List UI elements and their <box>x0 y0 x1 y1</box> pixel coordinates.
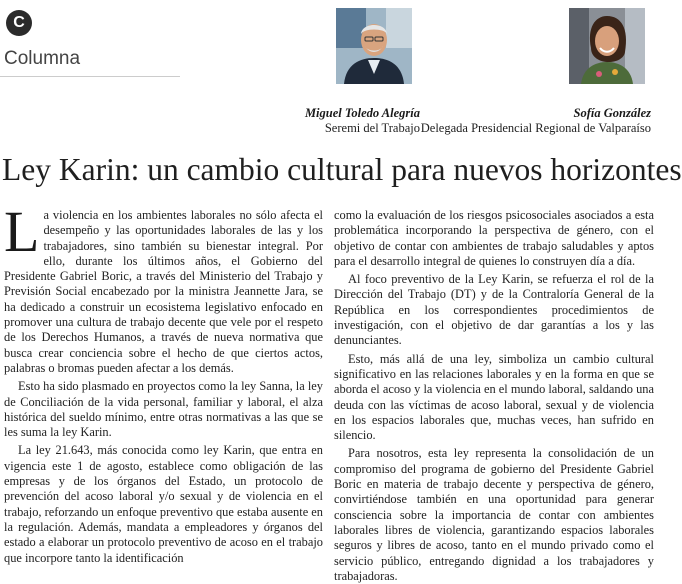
portrait-man-icon <box>336 8 412 84</box>
paragraph-1-text: a violencia en los ambientes laborales no sólo afecta el desempeño y las oportunidades laborales de las y los trabajadores, sino también su bienestar integral. Por ello, durante los últimos años, el Gobierno del Presidente Gabriel Boric, a través del Ministerio del Trabajo y Previsión Social encabezado por la ministra Jeannette Jara, se ha dedicado a construir un ecosistema legislativo enfocado en promover una cultura de trabajo decente que vele por el respeto de los Derechos Humanos, a través de nueva normativa que busca crear conciencia sobre el hecho de que ciertos actos, palabras o bromas pueden afectar a los demás. <box>4 208 323 375</box>
paragraph-3: La ley 21.643, más conocida como ley Karin, que entra en vigencia este 1 de agosto, establece como obligación de las empresas y de los órganos del Estado, un protocolo de prevención del acoso laboral y/o sexual y de violencia en el trabajo, reforzando un enfoque preventivo que estaba ausente en la regulación. Además, mandata a empleadores y órganos del estado a elaborar un protocolo preventivo de acoso en el trabajo que incorpore tanto la identificación <box>4 443 323 565</box>
article-column-1 <box>4 199 323 565</box>
author-2-name: Sofía González <box>573 106 651 120</box>
section-divider <box>0 76 180 77</box>
paragraph-4: como la evaluación de los riesgos psicosociales asociados a esta problemática incorporando la perspectiva de género, con el objetivo de contar con ambientes de trabajo saludables y aptos para el desarrollo integral de quienes lo construyen día a día. <box>334 208 654 268</box>
paragraph-2: Esto ha sido plasmado en proyectos como la ley Sanna, la ley de Conciliación de la vida personal, familiar y laboral, el alza histórica del sueldo mínimo, entre otras normativas a las que se les suma la ley Karin. <box>4 379 323 440</box>
article-title: Ley Karin: un cambio cultural para nuevos horizontes <box>2 152 682 187</box>
section-badge: C <box>6 10 32 36</box>
author-1-role: Seremi del Trabajo <box>324 121 420 135</box>
paragraph-1 <box>4 199 323 376</box>
paragraph-6: Esto, más allá de una ley, simboliza un cambio cultural significativo en las relaciones laborales y en la forma en que se aborda el acoso y la violencia en el mundo laboral, saldando una deuda con las víctimas de acoso laboral, sexual y de violencia en los espacios laborales que, muchas veces, han sufrido en silencio. <box>334 351 654 443</box>
portrait-woman-icon <box>569 8 645 84</box>
author-2-role: Delegada Presidencial Regional de Valparaíso <box>420 121 651 135</box>
paragraph-5: Al foco preventivo de la Ley Karin, se refuerza el rol de la Dirección del Trabajo (DT) y de la Contraloría General de la República en los correspondientes procedimientos de investigación, con el objetivo de dar garantías a los y las denunciantes. <box>334 272 654 348</box>
section-label: Columna <box>4 48 81 69</box>
author-2-byline <box>421 106 651 136</box>
paragraph-7: Para nosotros, esta ley representa la consolidación de un compromiso del programa de gobierno del Presidente Gabriel Boric en materia de trabajo decente y perspectiva de género, convirtiéndose también en una oportunidad para generar consciencia sobre la importancia de contar con ambientes laborales libres de violencia, garantizando espacios laborales seguros y libres de acoso, tanto en el mundo privado como el servicio público, entregando dignidad a los trabajadores y trabajadoras. <box>334 446 654 583</box>
author-2-photo <box>569 8 645 84</box>
author-1-name: Miguel Toledo Alegría <box>304 106 420 120</box>
author-1-photo <box>336 8 412 84</box>
author-1-byline <box>305 106 420 136</box>
article-column-2 <box>334 208 654 583</box>
drop-cap: L <box>4 199 40 264</box>
